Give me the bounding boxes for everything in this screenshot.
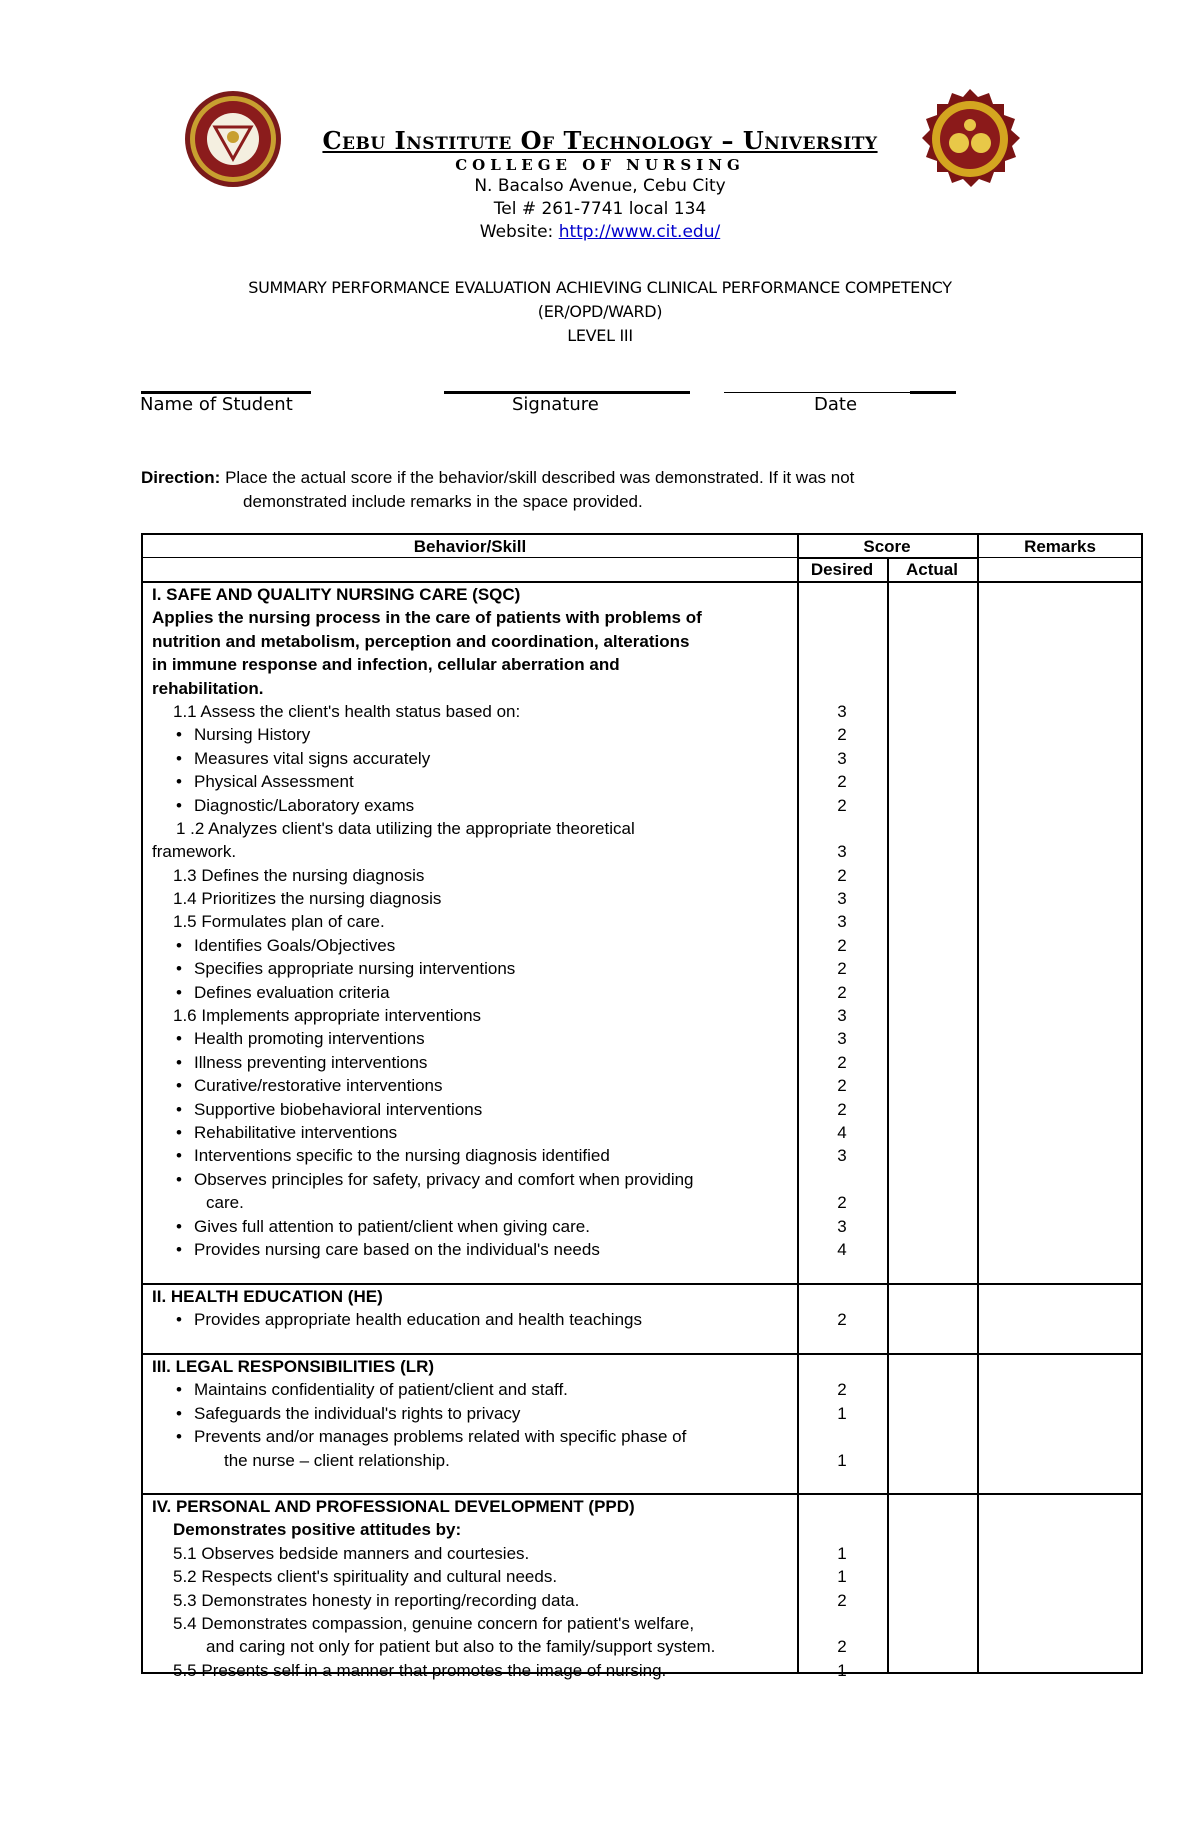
behavior-item: • Maintains confidentiality of patient/client and staff. bbox=[152, 1378, 686, 1401]
desired-score: 2 bbox=[837, 959, 847, 979]
desired-score bbox=[797, 1425, 887, 1448]
behavior-item: • Provides appropriate health education and health teachings bbox=[152, 1308, 642, 1331]
behavior-item: • Physical Assessment bbox=[152, 770, 702, 793]
desired-score: 2 bbox=[837, 1052, 847, 1072]
date-label: Date bbox=[814, 394, 858, 415]
header-desired: Desired bbox=[810, 560, 874, 579]
desired-score: 2 bbox=[837, 725, 847, 745]
behavior-item: 1.1 Assess the client's health status based on: bbox=[173, 701, 521, 721]
desired-score: 2 bbox=[837, 1193, 847, 1213]
behavior-item: Demonstrates positive attitudes by: bbox=[173, 1520, 462, 1540]
desired-score: 1 bbox=[837, 1660, 847, 1680]
behavior-item: rehabilitation. bbox=[152, 678, 264, 698]
desired-scores-he bbox=[797, 1285, 887, 1332]
behavior-item: • Gives full attention to patient/client when giving care. bbox=[152, 1215, 702, 1238]
behavior-item: I. SAFE AND QUALITY NURSING CARE (SQC) bbox=[152, 585, 521, 604]
behavior-item: • Measures vital signs accurately bbox=[152, 747, 702, 770]
signature-label: Signature bbox=[512, 394, 599, 415]
desired-score: 2 bbox=[837, 1310, 847, 1330]
behavior-item: 1.4 Prioritizes the nursing diagnosis bbox=[173, 889, 442, 909]
behavior-item: • Rehabilitative interventions bbox=[152, 1121, 702, 1144]
direction-text-line2: demonstrated include remarks in the space provided. bbox=[243, 492, 643, 511]
behavior-item: nutrition and metabolism, perception and coordination, alterations bbox=[152, 631, 690, 651]
desired-score: 1 bbox=[837, 1450, 847, 1470]
behavior-item: IV. PERSONAL AND PROFESSIONAL DEVELOPMENT (PPD) bbox=[152, 1497, 635, 1516]
desired-score: 2 bbox=[837, 1637, 847, 1657]
desired-score bbox=[797, 1518, 887, 1541]
behavior-item: • Specifies appropriate nursing interventions bbox=[152, 957, 702, 980]
desired-score: 2 bbox=[837, 1590, 847, 1610]
behavior-item: the nurse – client relationship. bbox=[224, 1450, 450, 1470]
name-of-student-label: Name of Student bbox=[140, 394, 293, 415]
desired-score bbox=[797, 606, 887, 629]
behavior-item: • Nursing History bbox=[152, 723, 702, 746]
evaluation-table bbox=[141, 533, 1143, 1680]
behavior-item: 1.6 Implements appropriate interventions bbox=[173, 1006, 482, 1026]
website-line bbox=[0, 221, 1200, 244]
telephone: Tel # 261-7741 local 134 bbox=[493, 199, 707, 219]
desired-score: 2 bbox=[837, 1380, 847, 1400]
behavior-item: • Safeguards the individual's rights to privacy bbox=[152, 1402, 686, 1425]
desired-score: 3 bbox=[837, 701, 847, 721]
behavior-item: • Diagnostic/Laboratory exams bbox=[152, 794, 702, 817]
desired-score: 1 bbox=[837, 1567, 847, 1587]
section-sqc bbox=[152, 583, 702, 1261]
behavior-item: 5.2 Respects client's spirituality and cultural needs. bbox=[173, 1567, 558, 1587]
address: N. Bacalso Avenue, Cebu City bbox=[474, 176, 726, 196]
col-divider-desired bbox=[887, 557, 889, 1674]
behavior-item: 1.3 Defines the nursing diagnosis bbox=[173, 865, 425, 885]
behavior-item: • Defines evaluation criteria bbox=[152, 981, 702, 1004]
desired-scores-ppd bbox=[797, 1495, 887, 1682]
behavior-item: 1.5 Formulates plan of care. bbox=[173, 912, 385, 932]
behavior-item: 1 .2 Analyzes client's data utilizing the appropriate theoretical bbox=[176, 818, 635, 838]
behavior-item: • Prevents and/or manages problems related with specific phase of bbox=[152, 1425, 686, 1448]
behavior-item: • Provides nursing care based on the individual's needs bbox=[152, 1238, 702, 1261]
direction-text-line1: Place the actual score if the behavior/skill described was demonstrated. If it was not bbox=[220, 468, 855, 487]
desired-score bbox=[797, 1168, 887, 1191]
behavior-item: in immune response and infection, cellular aberration and bbox=[152, 655, 620, 675]
behavior-item: 5.1 Observes bedside manners and courtesies. bbox=[173, 1543, 530, 1563]
desired-score bbox=[797, 583, 887, 606]
behavior-item: • Interventions specific to the nursing diagnosis identified bbox=[152, 1144, 702, 1167]
behavior-item: • Supportive biobehavioral interventions bbox=[152, 1098, 702, 1121]
desired-scores-lr bbox=[797, 1355, 887, 1472]
desired-score: 2 bbox=[837, 1099, 847, 1119]
form-title bbox=[0, 276, 1200, 348]
direction-label: Direction: bbox=[141, 468, 221, 487]
behavior-item: III. LEGAL RESPONSIBILITIES (LR) bbox=[152, 1357, 435, 1376]
behavior-item: II. HEALTH EDUCATION (HE) bbox=[152, 1287, 383, 1306]
behavior-item: • Observes principles for safety, privacy and comfort when providing bbox=[152, 1168, 702, 1191]
section-he bbox=[152, 1285, 642, 1332]
college-name: COLLEGE OF NURSING bbox=[455, 156, 745, 174]
desired-score bbox=[797, 1355, 887, 1378]
desired-score bbox=[797, 1285, 887, 1308]
header-remarks: Remarks bbox=[1024, 537, 1096, 556]
behavior-item: • Illness preventing interventions bbox=[152, 1051, 702, 1074]
desired-score: 2 bbox=[837, 982, 847, 1002]
desired-score: 1 bbox=[837, 1403, 847, 1423]
desired-score: 2 bbox=[837, 865, 847, 885]
desired-score bbox=[797, 817, 887, 840]
desired-score: 3 bbox=[837, 1006, 847, 1026]
header-behavior-skill: Behavior/Skill bbox=[413, 537, 527, 556]
desired-scores-sqc bbox=[797, 583, 887, 1261]
desired-score: 2 bbox=[837, 935, 847, 955]
desired-score: 3 bbox=[837, 1029, 847, 1049]
desired-score: 3 bbox=[837, 1146, 847, 1166]
behavior-item: • Curative/restorative interventions bbox=[152, 1074, 702, 1097]
desired-score: 4 bbox=[837, 1122, 847, 1142]
desired-score bbox=[797, 1495, 887, 1518]
desired-score: 3 bbox=[837, 912, 847, 932]
desired-score: 3 bbox=[837, 1216, 847, 1236]
behavior-item: and caring not only for patient but also to the family/support system. bbox=[206, 1637, 716, 1657]
desired-score: 3 bbox=[837, 842, 847, 862]
behavior-item: • Identifies Goals/Objectives bbox=[152, 934, 702, 957]
header-score: Score bbox=[863, 537, 911, 556]
section-ppd bbox=[152, 1495, 715, 1682]
form-title-line3: LEVEL III bbox=[567, 326, 633, 345]
behavior-item: • Health promoting interventions bbox=[152, 1027, 702, 1050]
desired-score: 4 bbox=[837, 1239, 847, 1259]
date-line-end bbox=[910, 391, 956, 394]
desired-score bbox=[797, 630, 887, 653]
website-link[interactable]: http://www.cit.edu/ bbox=[558, 222, 721, 242]
behavior-item: Applies the nursing process in the care of patients with problems of bbox=[152, 608, 702, 628]
desired-score bbox=[797, 677, 887, 700]
behavior-item: framework. bbox=[152, 842, 237, 862]
section-lr bbox=[152, 1355, 686, 1472]
behavior-item: 5.3 Demonstrates honesty in reporting/recording data. bbox=[173, 1590, 580, 1610]
direction bbox=[141, 466, 854, 514]
form-title-line2: (ER/OPD/WARD) bbox=[537, 302, 663, 321]
behavior-item: 5.4 Demonstrates compassion, genuine concern for patient's welfare, bbox=[173, 1613, 695, 1633]
desired-score: 2 bbox=[837, 795, 847, 815]
desired-score: 3 bbox=[837, 748, 847, 768]
desired-score bbox=[797, 653, 887, 676]
header-actual: Actual bbox=[906, 560, 958, 579]
form-title-line1: SUMMARY PERFORMANCE EVALUATION ACHIEVING CLINICAL PERFORMANCE COMPETENCY bbox=[248, 278, 952, 297]
behavior-item: care. bbox=[206, 1193, 244, 1213]
desired-score: 1 bbox=[837, 1543, 847, 1563]
col-divider-score bbox=[977, 535, 979, 1674]
desired-score: 3 bbox=[837, 889, 847, 909]
desired-score bbox=[797, 1612, 887, 1635]
behavior-item: 5.5 Presents self in a manner that promotes the image of nursing. bbox=[173, 1660, 667, 1680]
document-header bbox=[0, 127, 1200, 244]
institution-name: Cebu Institute Of Technology – University bbox=[322, 126, 878, 155]
desired-score: 2 bbox=[837, 772, 847, 792]
desired-score: 2 bbox=[837, 1076, 847, 1096]
website-label: Website: bbox=[479, 222, 559, 242]
